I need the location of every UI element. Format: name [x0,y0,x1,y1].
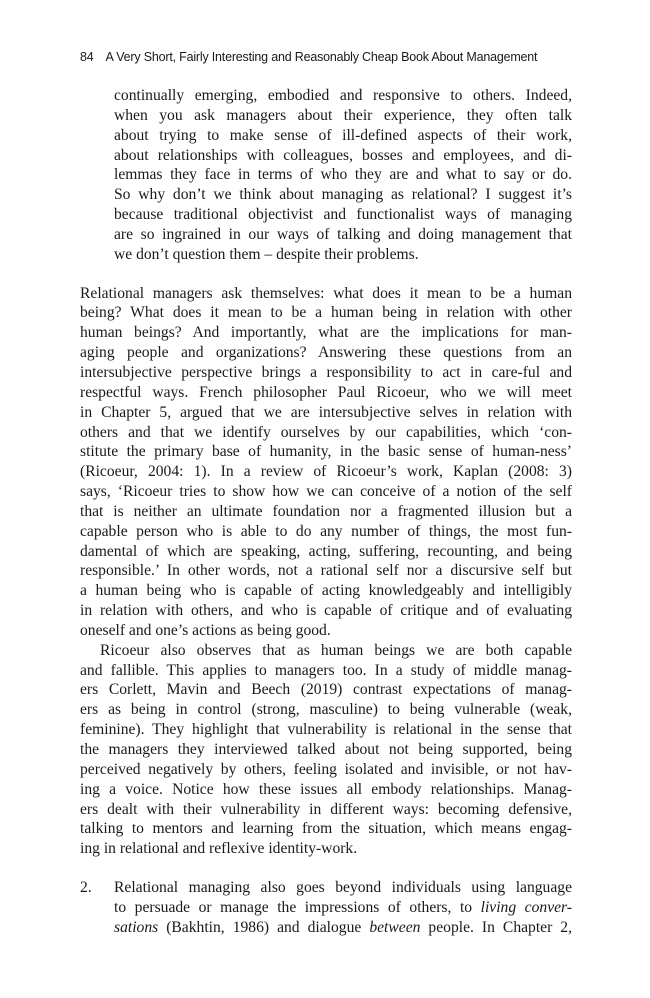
text-line: (Ricoeur, 2004: 1). In a review of Ricoeur’s work, Kaplan (2008: 3) [80,463,572,481]
text-line: in Chapter 5, argued that we are intersubjective selves in relation with [80,403,572,421]
text-line: human beings? And importantly, what are the implications for man- [80,324,572,342]
text-line: says, ‘Ricoeur tries to show how we can conceive of a notion of the self [80,483,572,501]
text-line: ing a voice. Notice how these issues all embody relationships. Manag- [80,780,572,798]
text-line: a human being who is capable of acting knowledgeably and intelligibly [80,582,572,600]
text-line: ers Corlett, Mavin and Beech (2019) contrast expectations of manag- [80,681,572,699]
text-line: Relational managers ask themselves: what does it mean to be a human [80,284,572,302]
text-line: aging people and organizations? Answering these questions from an [80,344,572,362]
text-line: talking to mentors and learning from the situation, which means engag- [80,820,572,838]
running-header [80,50,537,64]
text-line: stitute the primary base of humanity, in the basic sense of human-ness’ [80,443,572,461]
text-line: ers as being in control (strong, masculine) to being vulnerable (weak, [80,701,572,719]
text-line: when you ask managers about their experience, they often talk [114,106,572,124]
text-line: responsible.’ In other words, not a rational self nor a discursive self but [80,562,572,580]
book-title: A Very Short, Fairly Interesting and Reasonably Cheap Book About Management [105,50,538,64]
text-line: sations (Bakhtin, 1986) and dialogue between people. In Chapter 2, [114,918,572,936]
text-line: So why don’t we think about managing as relational? I suggest it’s [114,186,572,204]
text-line: oneself and one’s actions as being good. [80,621,331,639]
text-line: continually emerging, embodied and responsive to others. Indeed, [114,87,572,104]
text-line: and fallible. This applies to managers too. In a study of middle manag- [80,661,572,679]
text-line: feminine). They highlight that vulnerability is relational in the sense that [80,721,572,739]
text-line: because traditional objectivist and functionalist ways of managing [114,206,572,224]
text-line: to persuade or manage the impressions of others, to living conver- [114,898,572,916]
text-line: damental of which are speaking, acting, suffering, recounting, and being [80,542,572,560]
text-line: capable person who is able to do any number of things, the most fun- [80,522,572,540]
text-line: ing in relational and reflexive identity-work. [80,840,358,858]
paragraph [80,284,572,641]
text-line: about relationships with colleagues, bosses and employees, and di- [114,146,572,164]
text-line: intersubjective perspective brings a responsibility to act in care-ful and [80,363,572,381]
text-line: that is neither an ultimate foundation nor a fragmented illusion but a [80,502,572,520]
page-body [80,86,572,938]
paragraph [80,641,572,859]
text-line: about trying to make sense of ill-defined aspects of their work, [114,126,572,144]
list-item [80,878,572,938]
text-line: we don’t question them – despite their problems. [114,245,419,263]
page-number: 84 [80,50,94,64]
text-line: are so ingrained in our ways of talking and doing management that [114,225,572,243]
text-line: respectful ways. French philosopher Paul Ricoeur, who we will meet [80,383,572,401]
text-line: Ricoeur also observes that as human beings we are both capable [100,641,572,659]
text-line: in relation with others, and who is capable of critique and of evaluating [80,602,572,620]
text-line: lemmas they face in terms of who they are and what to say or do. [114,166,572,184]
text-line: Relational managing also goes beyond individuals using language [114,879,572,897]
text-line: ers dealt with their vulnerability in different ways: becoming defensive, [80,800,572,818]
text-line: being? What does it mean to be a human being in relation with other [80,304,572,322]
text-line: perceived negatively by others, feeling isolated and invisible, or not hav- [80,760,572,778]
text-line: the managers they interviewed talked about not being supported, being [80,741,572,758]
continued-list-item [80,86,572,265]
text-line: others and that we identify ourselves by our capabilities, which ‘con- [80,423,572,441]
list-number: 2. [80,879,92,897]
